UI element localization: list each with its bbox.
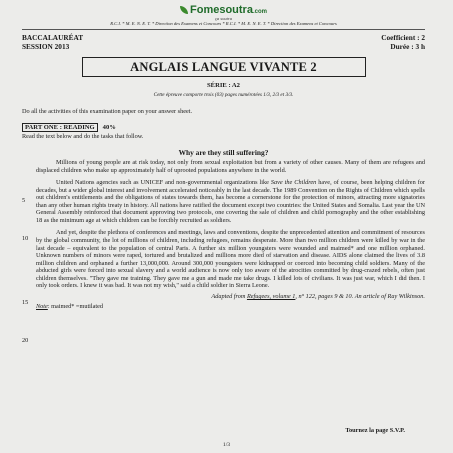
line-number: 5: [22, 197, 26, 205]
line-number: 10: [22, 235, 29, 243]
exam-session: SESSION 2013: [22, 41, 70, 51]
line-number: 15: [22, 299, 29, 307]
line-number: 20: [22, 337, 29, 345]
text-title: Why are they still suffering?: [178, 148, 269, 158]
general-instruction: Do all the activities of this examination paper on your answer sheet.: [22, 108, 193, 115]
exam-coefficient: Coefficient : 2: [381, 33, 425, 42]
ministry-header-line: R.C.I. * M. E. N. E. T. * Direction des Examens et Concours * R.C.I. * M. E. N. E. T. * Direction des Examens et Concours: [110, 21, 337, 26]
paragraph-2: United Nations agencies such as UNICEF and non-governmental organizations like Save the Children have, of course, been helping children for decades, but a wider global interest and involvement accelerated noticeably in the last decade. The 1989 Convention on the Rights of Children which spells out children's entitlements and the obligations of states towards them, has become a cornerstone for the protection of minors, attracting more signatories than any other human rights treaty in history. All nations have ratified the document except two countries: the United States and Somalia. Last year the UN General Assembly reinforced that document approving two protocols, one covering the sale of children and child pornography and the other establishing 18 as the minimum age at which children can be forcibly recruited as soldiers.: [36, 179, 425, 224]
read-instruction: Read the text below and do the tasks that follow.: [22, 132, 144, 140]
exam-info: [22, 34, 425, 51]
header-divider: [22, 29, 425, 30]
turn-page-note: Tournez la page S.V.P.: [345, 427, 405, 434]
exam-duration: Durée : 3 h: [390, 41, 425, 51]
part-label: PART ONE : READING: [22, 123, 98, 132]
logo-tagline: ça soutra: [215, 16, 232, 21]
site-logo: Fomesoutra.com: [22, 4, 425, 16]
exam-info-right: [381, 34, 425, 51]
exam-name: BACCALAURÉAT: [22, 33, 84, 42]
part-heading: [22, 123, 425, 132]
part-points: 40%: [102, 123, 116, 131]
pages-note: Cette épreuve comporte trois (03) pages numérotées 1/3, 2/3 et 3/3.: [153, 92, 294, 98]
paragraph-3: And yet, despite the plethora of conferences and meetings, laws and conventions, despite the unprecedented attention and commitment of resources by the global community, the lot of millions of children, including refugees, remains desperate. More than two million children were killed by war in the last decade – equivalent to the population of central Paris. A further six million youngsters were wounded and maimed* and one million orphaned. Unknown numbers of minors were raped, tortured and brutalized and millions more died of starvation and disease. AIDS alone claimed the lives of 3.8 million children and orphaned a further 13,000,000. Around 300,000 youngsters were kidnapped or coerced into becoming child soldiers. Many of the abducted girls were forced into sexual slavery and a world audience is now only too aware of the atrocities committed by drug-crazed rebels, often just children themselves. "They gave me training. They gave me a gun and made me take drugs. I killed lots of civilians. It was just war, which I did then. I only took orders. I knew it was bad. It was not my wish," said a child soldier in Sierra Leone.: [36, 229, 425, 290]
paragraph-1: Millions of young people are at risk today, not only from sexual exploitation but from a variety of other causes. Many of them are refugees and displaced children who make up approximately half of uprooted populations anywhere in the world.: [36, 159, 425, 174]
page-number: 1/3: [222, 442, 231, 448]
subject-title: ANGLAIS LANGUE VIVANTE 2: [82, 57, 366, 77]
serie-label: SÉRIE : A2: [207, 82, 240, 89]
vocabulary-note: Note: maimed* =mutilated: [36, 303, 104, 311]
leaf-icon: [180, 6, 188, 14]
text-source: Adapted from Refugees, volume 1, n° 122, pages 9 & 10. An article of Ray Wilkinson.: [211, 292, 425, 300]
exam-info-left: [22, 34, 83, 51]
